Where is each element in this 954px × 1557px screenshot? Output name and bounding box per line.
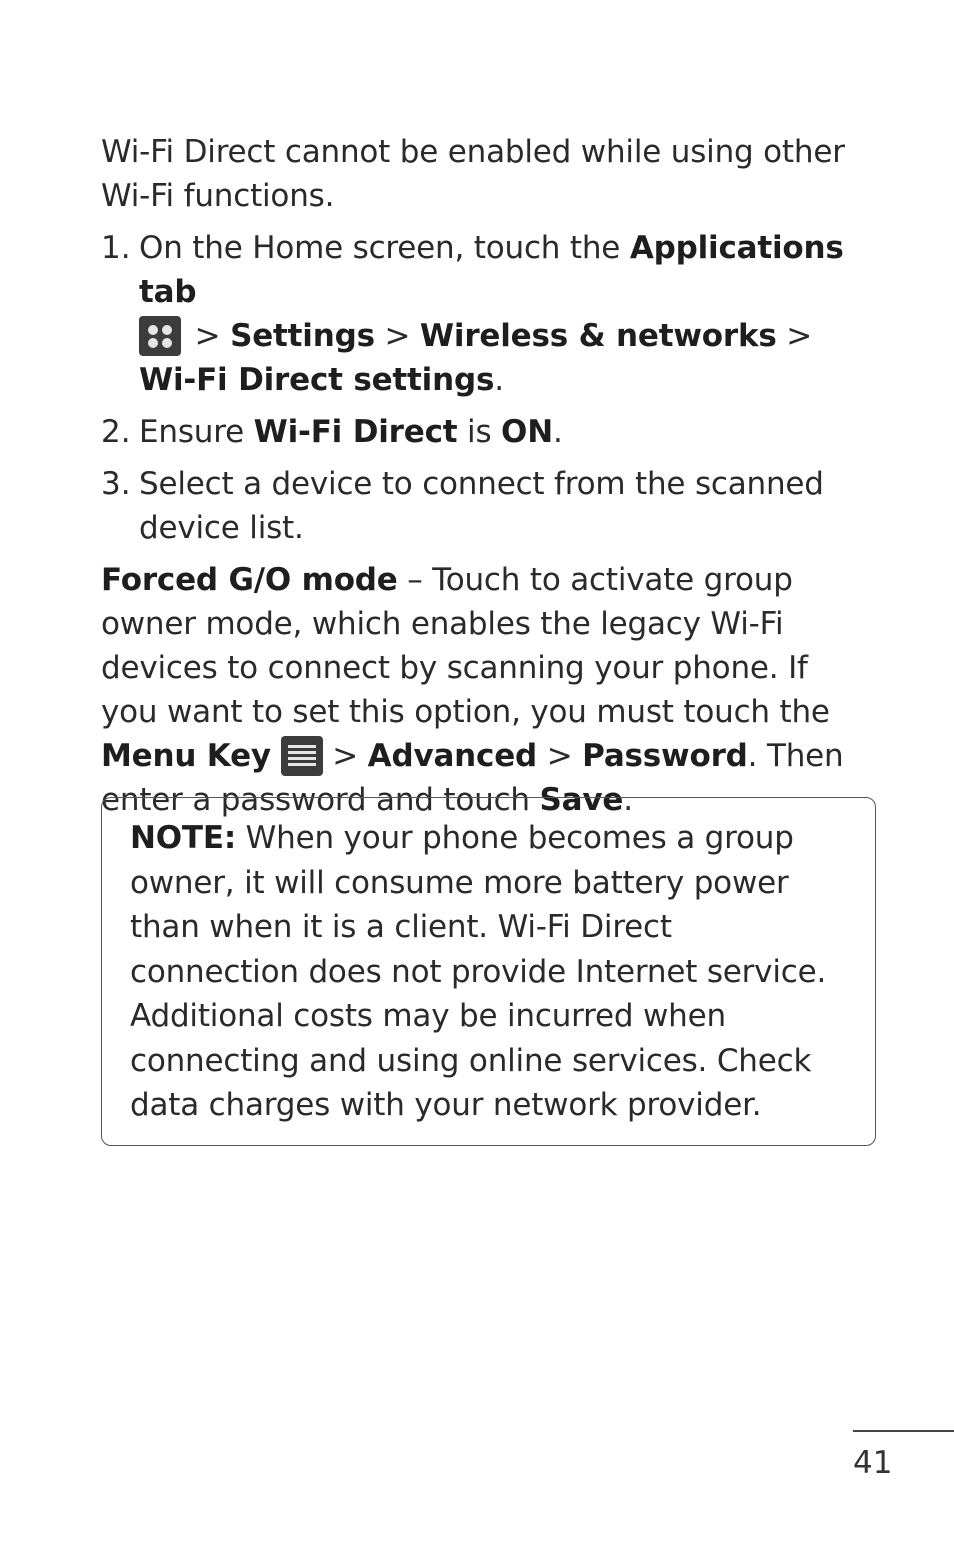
password-label: Password — [582, 738, 748, 774]
settings-label: Settings — [230, 318, 375, 354]
save-label: Save — [539, 782, 624, 818]
wireless-networks-label: Wireless & networks — [419, 318, 777, 354]
intro-paragraph: Wi-Fi Direct cannot be enabled while using other Wi-Fi functions. — [101, 134, 845, 214]
applications-grid-icon — [139, 316, 181, 356]
step-2 — [101, 410, 871, 454]
step-number: 3. — [101, 466, 131, 502]
step-text: Select a device to connect from the scanned device list. — [139, 466, 824, 546]
step-number: 2. — [101, 414, 131, 450]
forced-go-mode-paragraph: Forced G/O mode – Touch to activate group owner mode, which enables the legacy Wi-Fi devices to connect by scanning your phone. If you want to set this option, you must touch the Menu Key > Advanced > Password. Then enter a password and touch Save. — [101, 562, 844, 818]
step-1 — [101, 226, 871, 402]
wifi-direct-settings-label: Wi-Fi Direct settings — [139, 362, 495, 398]
applications-tab-label: Applications tab — [139, 230, 844, 310]
step-3 — [101, 462, 871, 550]
on-label: ON — [501, 414, 553, 450]
note-text: NOTE: When your phone becomes a group owner, it will consume more battery power than when it is a client. Wi-Fi Direct connection does not provide Internet service. Additional costs may be incurred when connecting and using online services. Check data charges with your network provider. — [130, 820, 827, 1123]
menu-key-icon — [281, 736, 323, 776]
forced-go-mode-title: Forced G/O mode — [101, 562, 398, 598]
step-text: On the Home screen, touch the Applications tab > Settings > Wireless & networks > Wi-Fi Direct settings. — [139, 230, 844, 398]
step-number: 1. — [101, 230, 131, 266]
footer-divider — [853, 1430, 954, 1432]
manual-page-content — [101, 130, 871, 822]
page-number: 41 — [853, 1445, 893, 1481]
menu-key-label: Menu Key — [101, 738, 271, 774]
note-label: NOTE: — [130, 820, 237, 856]
advanced-label: Advanced — [367, 738, 538, 774]
step-text: Ensure Wi-Fi Direct is ON. — [139, 414, 563, 450]
wifi-direct-label: Wi-Fi Direct — [253, 414, 458, 450]
note-box — [101, 797, 876, 1146]
